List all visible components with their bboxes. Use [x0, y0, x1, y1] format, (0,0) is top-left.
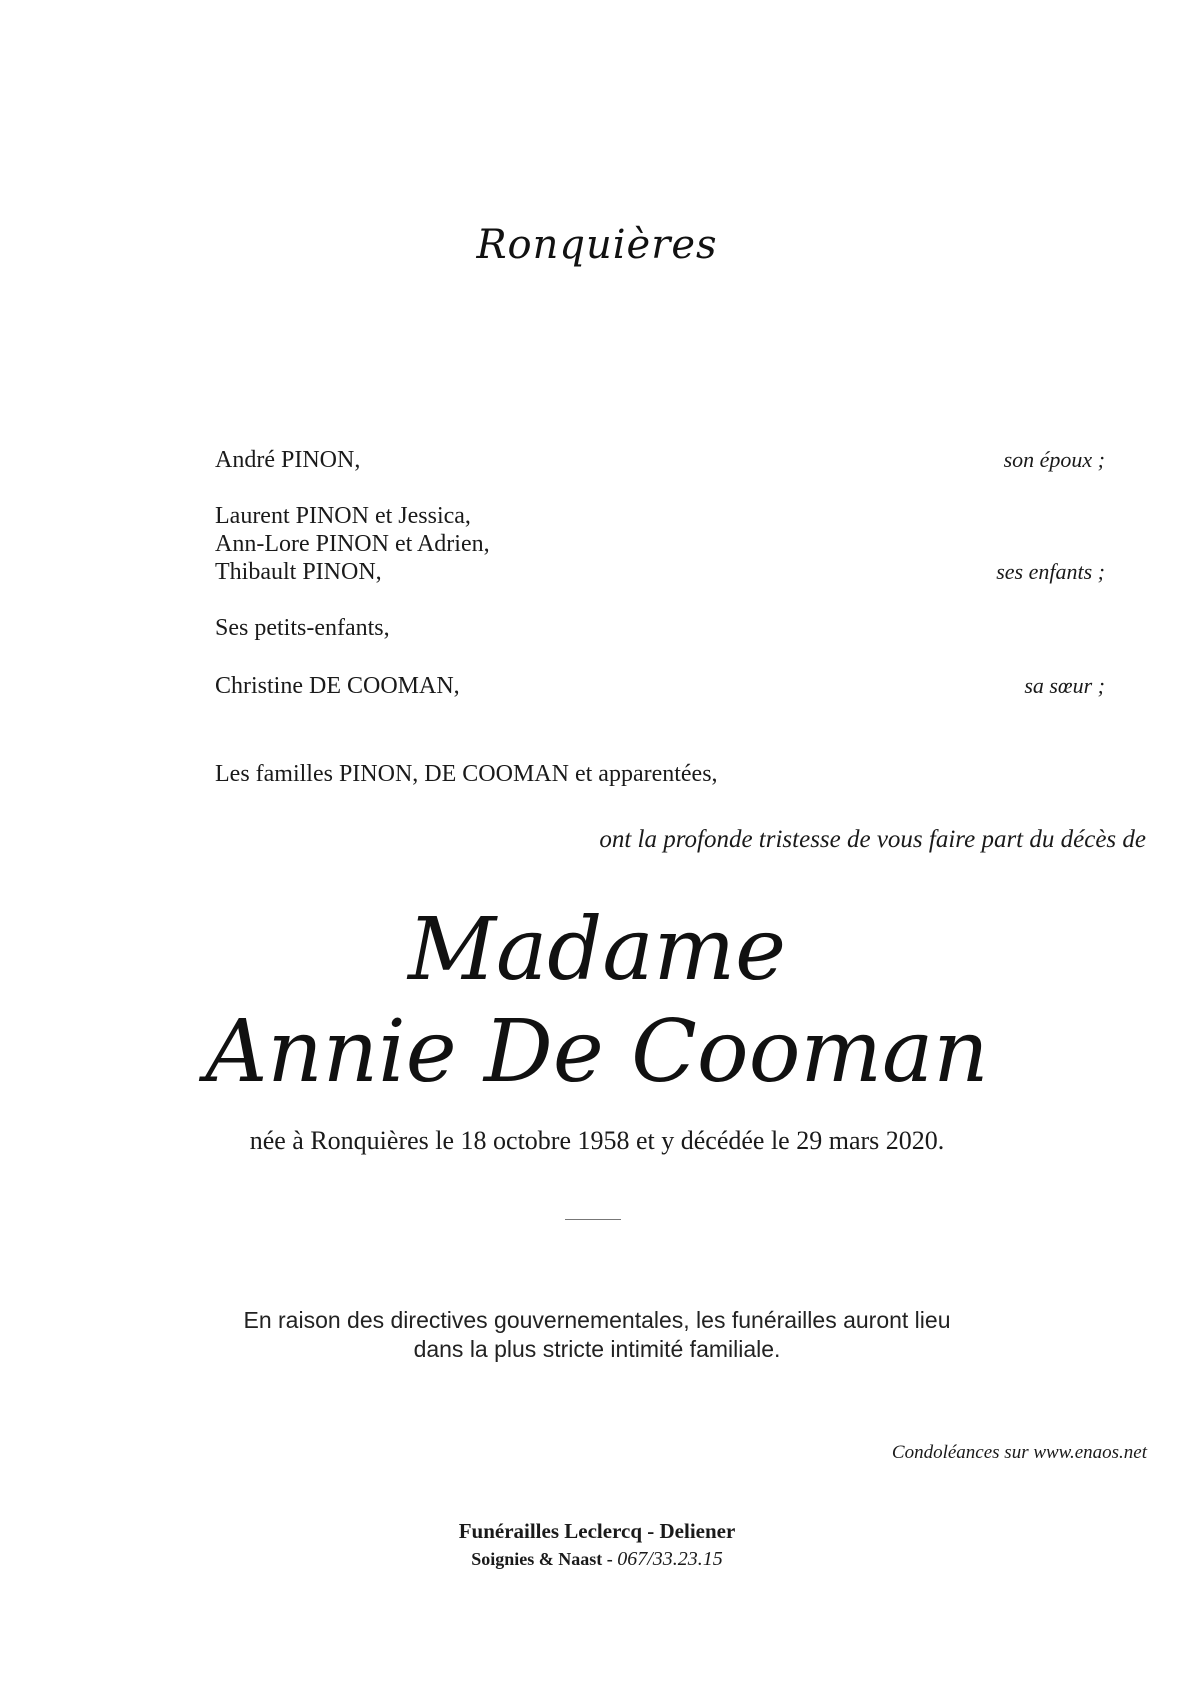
- funeral-home-locations: Soignies & Naast -: [471, 1549, 618, 1569]
- family-role: ses enfants ;: [996, 559, 1105, 584]
- family-names: Ses petits-enfants,: [215, 615, 390, 641]
- funeral-home-contact: [0, 1548, 1194, 1571]
- funeral-notice: [0, 1306, 1194, 1364]
- family-row-families: [215, 760, 1105, 788]
- family-row-sister: [215, 672, 1105, 700]
- family-row-children: [215, 502, 1105, 586]
- notice-line-1: En raison des directives gouvernementales, les funérailles auront lieu: [243, 1307, 951, 1333]
- funeral-home-name: Funérailles Leclercq - Deliener: [458, 1519, 736, 1543]
- family-names: Christine DE COOMAN,: [215, 673, 460, 699]
- condolences-link[interactable]: Condoléances sur www.enaos.net: [891, 1442, 1147, 1463]
- deceased-name: Annie De Cooman: [205, 1002, 989, 1102]
- notice-line-2: dans la plus stricte intimité familiale.: [413, 1336, 781, 1362]
- funeral-home-phone: 067/33.23.15: [617, 1548, 723, 1570]
- announcement-text: ont la profonde tristesse de vous faire part du décès de: [599, 826, 1146, 853]
- birth-death-dates: née à Ronquières le 18 octobre 1958 et y décédée le 29 mars 2020.: [249, 1126, 945, 1155]
- deceased-title: Madame: [407, 900, 787, 1000]
- family-role: sa sœur ;: [1024, 673, 1105, 698]
- family-names: Laurent PINON et Jessica, Ann-Lore PINON et Adrien, Thibault PINON,: [215, 503, 490, 585]
- place-heading: Ronquières: [476, 222, 718, 268]
- family-row-grandchildren: [215, 614, 1105, 642]
- divider: [565, 1219, 621, 1220]
- family-role: son époux ;: [1003, 447, 1105, 472]
- family-row-spouse: [215, 446, 1105, 474]
- family-names: Les familles PINON, DE COOMAN et apparentées,: [215, 761, 718, 787]
- family-names: André PINON,: [215, 447, 361, 473]
